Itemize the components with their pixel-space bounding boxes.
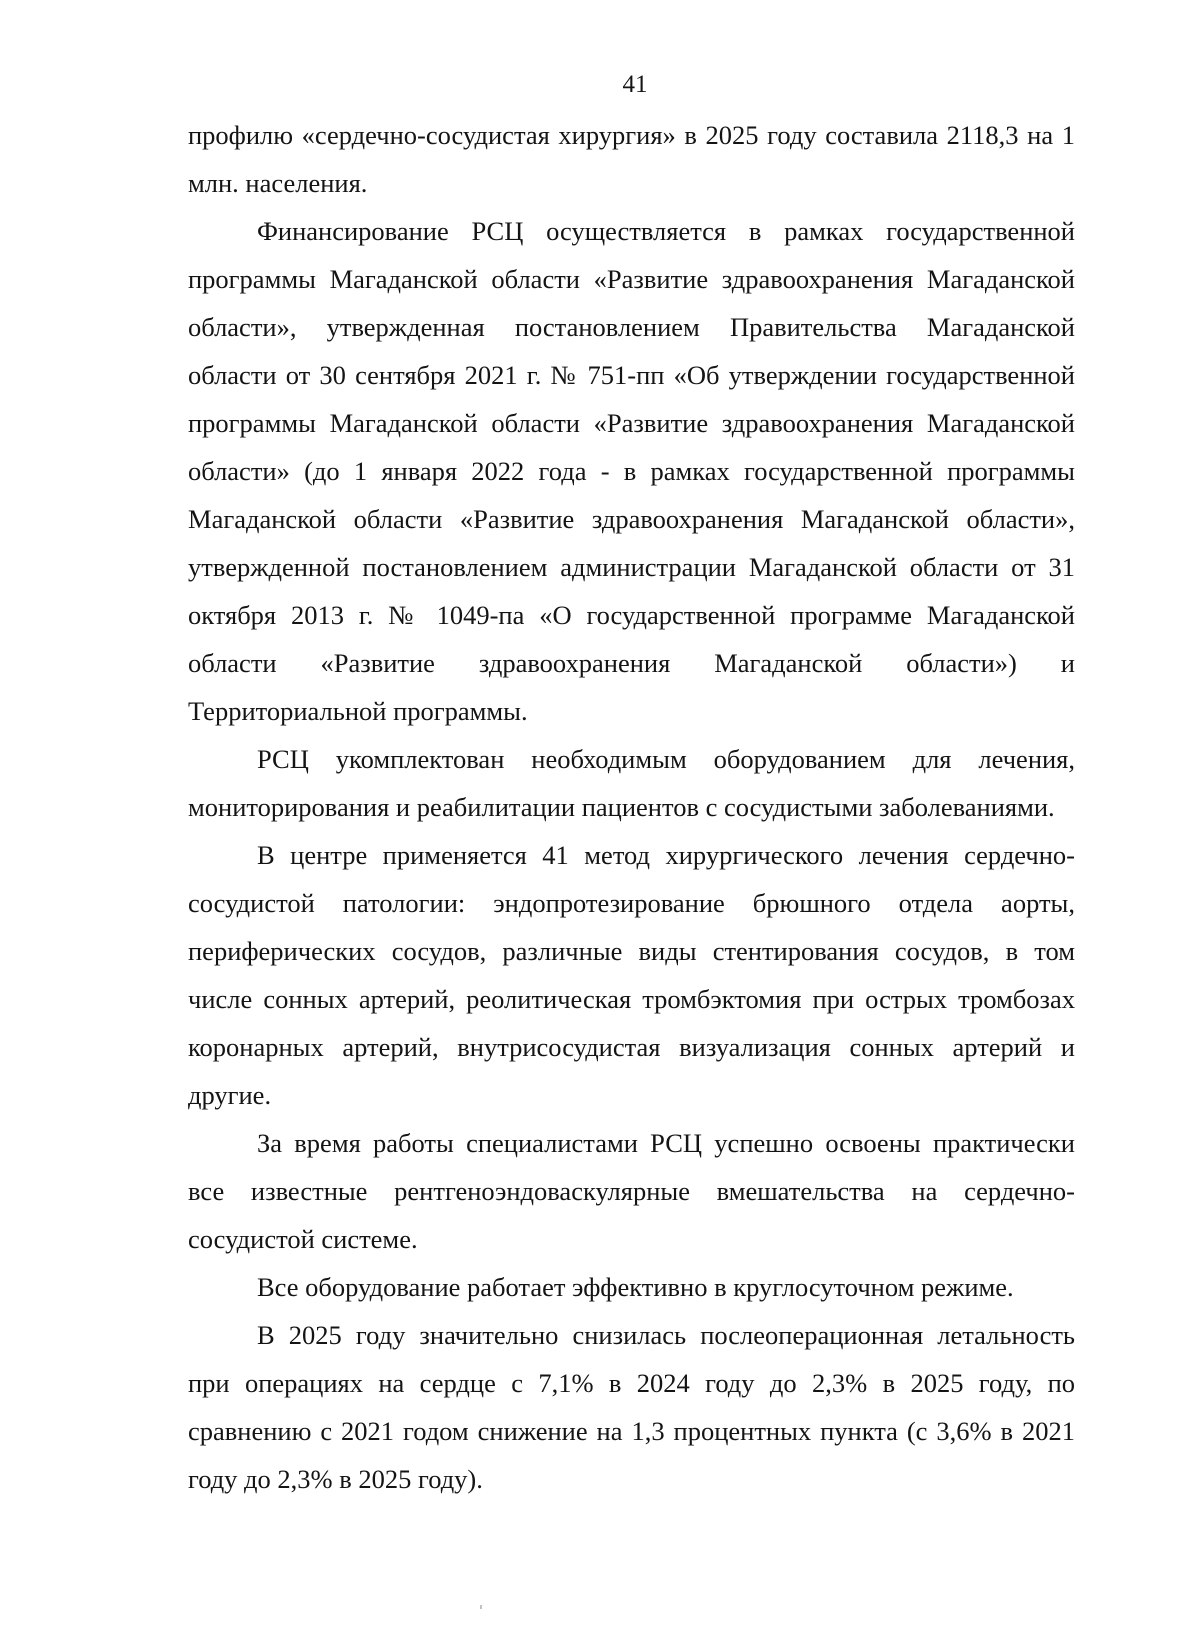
page-number: 41 xyxy=(622,71,648,98)
paragraph-round-the-clock: Все оборудование работает эффективно в круглосуточном режиме. xyxy=(257,1272,1014,1302)
scan-artifact xyxy=(480,1605,482,1609)
paragraph-surgical-methods: В центре применяется 41 метод хирургического лечения сердечно-сосудистой патологии: эндопротезирование брюшного отдела аорты, периферических сосудов, различные виды стентирования сосудов, в том числе сонных артерий, реолитическая тромбэктомия при острых тромбозах коронарных артерий, внутрисосудистая визуализация сонных артерий и другие. xyxy=(188,840,1075,1110)
document-body xyxy=(188,111,1075,1503)
paragraph-financing: Финансирование РСЦ осуществляется в рамках государственной программы Магаданской области «Развитие здравоохранения Магаданской области», утвержденная постановлением Правительства Магаданской области от 30 сентября 2021 г. № 751-пп «Об утверждении государственной программы Магаданской области «Развитие здравоохранения Магаданской области» (до 1 января 2022 года - в рамках государственной программы Магаданской области «Развитие здравоохранения Магаданской области», утвержденной постановлением администрации Магаданской области от 31 октября 2013 г. № 1049-па «О государственной программе Магаданской области «Развитие здравоохранения Магаданской области») и Территориальной программы. xyxy=(188,216,1075,726)
paragraph-mortality: В 2025 году значительно снизилась послеоперационная летальность при операциях на сердце с 7,1% в 2024 году до 2,3% в 2025 году, по сравнению с 2021 годом снижение на 1,3 процентных пункта (с 3,6% в 2021 году до 2,3% в 2025 году). xyxy=(188,1320,1075,1494)
paragraph-continuation: профилю «сердечно-сосудистая хирургия» в 2025 году составила 2118,3 на 1 млн. населения. xyxy=(188,120,1075,198)
paragraph-equipment: РСЦ укомплектован необходимым оборудованием для лечения, мониторирования и реабилитации пациентов с сосудистыми заболеваниями. xyxy=(188,744,1075,822)
paragraph-interventions: За время работы специалистами РСЦ успешно освоены практически все известные рентгеноэндоваскулярные вмешательства на сердечно-сосудистой системе. xyxy=(188,1128,1075,1254)
